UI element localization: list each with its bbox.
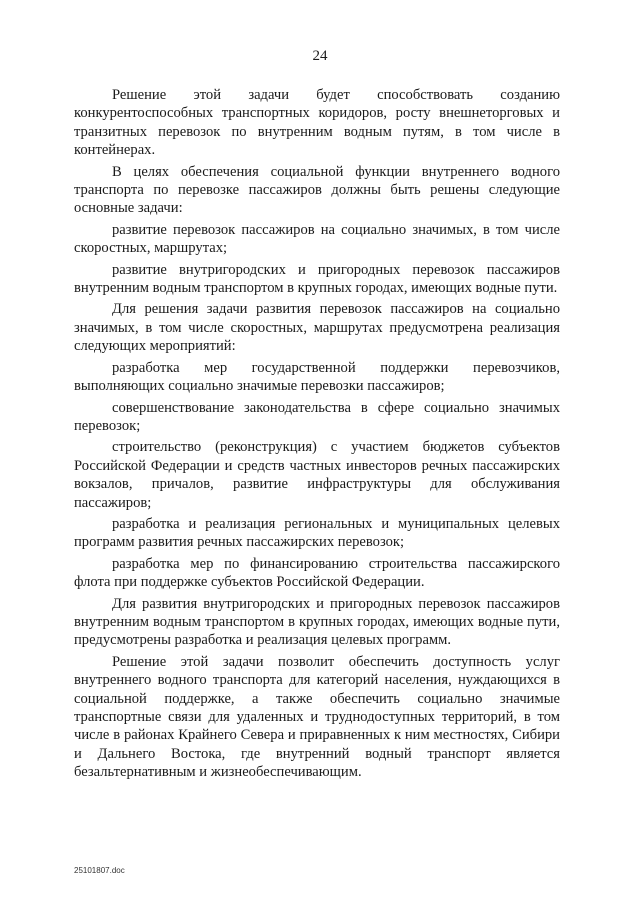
document-body bbox=[74, 86, 560, 785]
list-item: разработка мер по финансированию строительства пассажирского флота при поддержке субъектов Российской Федерации. bbox=[74, 555, 560, 591]
document-filename: 25101807.doc bbox=[74, 866, 125, 875]
paragraph: Для развития внутригородских и пригородных перевозок пассажиров внутренним водным транспортом в крупных городах, имеющих водные пути, предусмотрены разработка и реализация целевых программ. bbox=[74, 595, 560, 649]
list-item: развитие перевозок пассажиров на социально значимых, в том числе скоростных, маршрутах; bbox=[74, 221, 560, 257]
list-item: строительство (реконструкция) с участием бюджетов субъектов Российской Федерации и средств частных инвесторов речных пассажирских вокзалов, причалов, развитие инфраструктуры для обслуживания пассажиров; bbox=[74, 439, 560, 511]
paragraph: Решение этой задачи будет способствовать созданию конкурентоспособных транспортных коридоров, росту внешнеторговых и транзитных перевозок по внутренним водным путям, в том числе в контейнерах. bbox=[74, 87, 560, 159]
list-item: развитие внутригородских и пригородных перевозок пассажиров внутренним водным транспортом в крупных городах, имеющих водные пути. bbox=[74, 261, 560, 297]
paragraph: Для решения задачи развития перевозок пассажиров на социально значимых, в том числе скоростных, маршрутах предусмотрена реализация следующих мероприятий: bbox=[74, 301, 560, 355]
list-item: разработка и реализация региональных и муниципальных целевых программ развития речных пассажирских перевозок; bbox=[74, 515, 560, 551]
list-item: разработка мер государственной поддержки перевозчиков, выполняющих социально значимые перевозки пассажиров; bbox=[74, 359, 560, 395]
paragraph: Решение этой задачи позволит обеспечить доступность услуг внутреннего водного транспорта для категорий населения, нуждающихся в социальной поддержке, а также обеспечить социально значимые транспортные связи для удаленных и труднодоступных территорий, в том числе в районах Крайнего Севера и приравненных к ним местностях, Сибири и Дальнего Востока, где внутренний водный транспорт является безальтернативным и жизнеобеспечивающим. bbox=[74, 653, 560, 781]
paragraph: В целях обеспечения социальной функции внутреннего водного транспорта по перевозке пассажиров должны быть решены следующие основные задачи: bbox=[74, 163, 560, 217]
list-item: совершенствование законодательства в сфере социально значимых перевозок; bbox=[74, 399, 560, 434]
page-number: 24 bbox=[312, 48, 328, 64]
